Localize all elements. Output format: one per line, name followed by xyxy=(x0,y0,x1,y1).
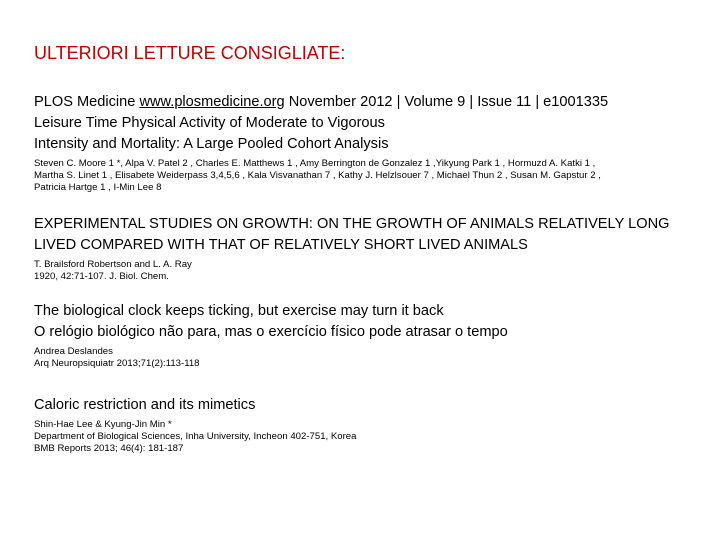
reference-source-line xyxy=(34,92,710,113)
reference-title-line: O relógio biológico não para, mas o exercício físico pode atrasar o tempo xyxy=(34,324,508,340)
reference-title-line: Intensity and Mortality: A Large Pooled Cohort Analysis xyxy=(34,136,389,152)
reference-title-line: Caloric restriction and its mimetics xyxy=(34,397,256,413)
detail-line: T. Brailsford Robertson and L. A. Ray xyxy=(34,259,192,270)
reference-details xyxy=(34,346,710,370)
reference-title-line: EXPERIMENTAL STUDIES ON GROWTH: ON THE GROWTH OF ANIMALS RELATIVELY LONG xyxy=(34,216,670,232)
page-title: ULTERIORI LETTURE CONSIGLIATE: xyxy=(34,43,346,63)
detail-line: Department of Biological Sciences, Inha University, Incheon 402-751, Korea xyxy=(34,431,357,442)
reference-title-line: LIVED COMPARED WITH THAT OF RELATIVELY SHORT LIVED ANIMALS xyxy=(34,237,528,253)
author-line: Steven C. Moore 1 *, Alpa V. Patel 2 , Charles E. Matthews 1 , Amy Berrington de Gonzalez 1 ,Yikyung Park 1 , Hormuzd A. Katki 1 , xyxy=(34,158,596,169)
reference-details xyxy=(34,419,710,455)
detail-line: Shin-Hae Lee & Kyung-Jin Min * xyxy=(34,419,172,430)
author-line: Martha S. Linet 1 , Elisabete Weiderpass 3,4,5,6 , Kala Visvanathan 7 , Kathy J. Helzlsouer 7 , Michael Thun 2 , Susan M. Gapstur 2 , xyxy=(34,170,601,181)
journal-link[interactable]: www.plosmedicine.org xyxy=(139,94,285,110)
detail-line: Andrea Deslandes xyxy=(34,346,113,357)
journal-name: PLOS Medicine xyxy=(34,94,140,110)
reference-item xyxy=(34,395,710,455)
reference-item xyxy=(34,214,710,283)
reference-title-line: Leisure Time Physical Activity of Moderate to Vigorous xyxy=(34,115,385,131)
reference-title-line: The biological clock keeps ticking, but exercise may turn it back xyxy=(34,303,444,319)
detail-line: 1920, 42:71-107. J. Biol. Chem. xyxy=(34,271,169,282)
reference-details xyxy=(34,259,710,283)
detail-line: BMB Reports 2013; 46(4): 181-187 xyxy=(34,443,184,454)
reference-authors xyxy=(34,158,710,194)
detail-line: Arq Neuropsiquiatr 2013;71(2):113-118 xyxy=(34,358,200,369)
reference-item xyxy=(34,301,710,370)
reference-item xyxy=(34,92,710,194)
author-line: Patricia Hartge 1 , I-Min Lee 8 xyxy=(34,182,162,193)
journal-issue: November 2012 | Volume 9 | Issue 11 | e1001335 xyxy=(284,94,609,110)
